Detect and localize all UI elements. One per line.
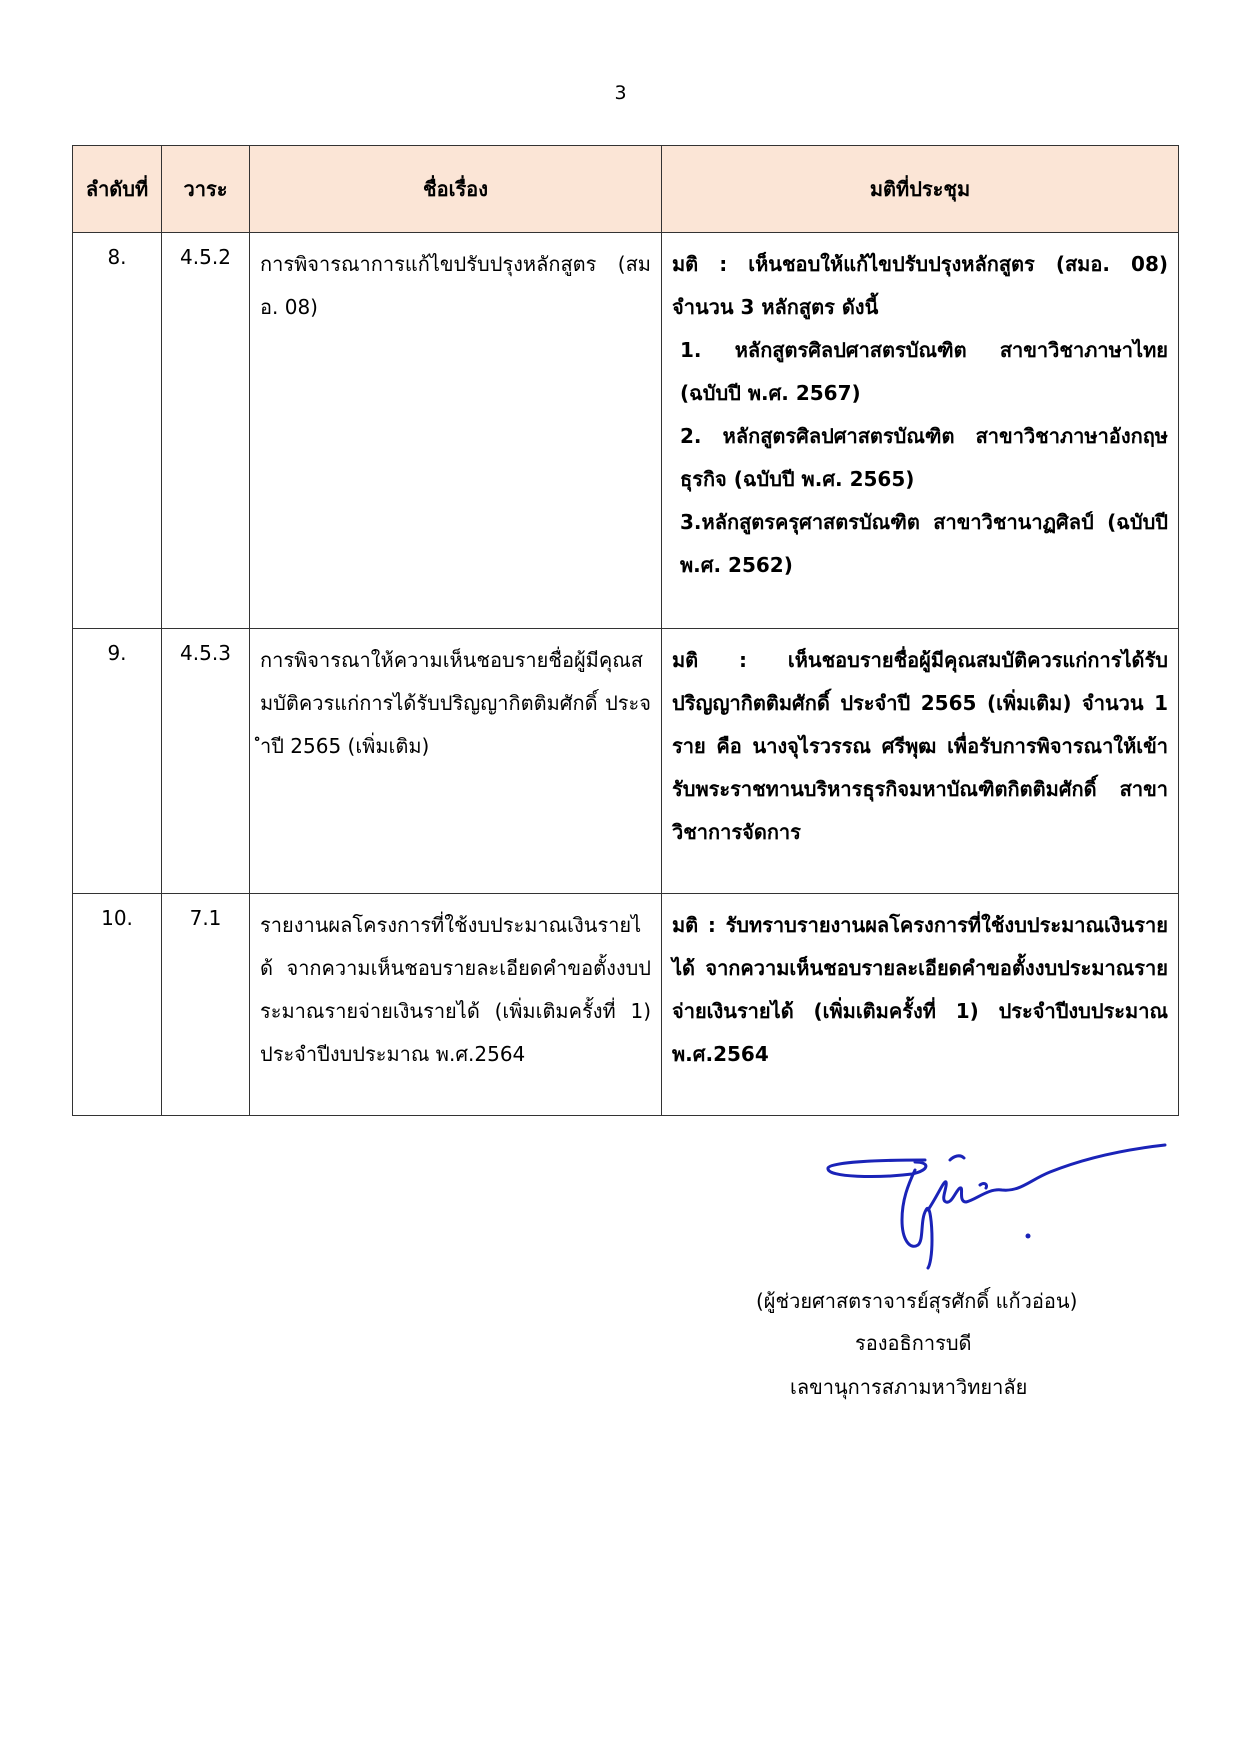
row-no: 9. [73,629,162,894]
row-title: การพิจารณาให้ความเห็นชอบรายชื่อผู้มีคุณสมบัติควรแก่การได้รับปริญญากิตติมศักดิ์ ประจำปี 2565 (เพิ่มเติม) [250,629,662,894]
table-row [73,233,1179,629]
row-resolution [662,629,1179,894]
minutes-table [72,145,1179,1116]
row-resolution [662,894,1179,1116]
resolution-item: 3.หลักสูตรครุศาสตรบัณฑิต สาขาวิชานาฏศิลป์ (ฉบับปี พ.ศ. 2562) [680,510,1168,577]
resolution-item: 1. หลักสูตรศิลปศาสตรบัณฑิต สาขาวิชาภาษาไทย (ฉบับปี พ.ศ. 2567) [680,338,1168,405]
header-title: ชื่อเรื่อง [250,146,662,233]
page-number: 3 [614,82,627,104]
row-resolution [662,233,1179,629]
row-no: 10. [73,894,162,1116]
row-title: การพิจารณาการแก้ไขปรับปรุงหลักสูตร (สมอ. 08) [250,233,662,629]
signer-position: รองอธิการบดี [855,1331,972,1355]
header-resolution: มติที่ประชุม [662,146,1179,233]
resolution-intro: มติ : รับทราบรายงานผลโครงการที่ใช้งบประมาณเงินรายได้ จากความเห็นชอบรายละเอียดคำขอตั้งงบประมาณรายจ่ายเงินรายได้ (เพิ่มเติมครั้งที่ 1) ประจำปีงบประมาณ พ.ศ.2564 [672,913,1168,1066]
table-header-row [73,146,1179,233]
signer-secretary-title: เลขานุการสภามหาวิทยาลัย [790,1375,1028,1399]
handwritten-signature [820,1140,1180,1270]
row-agenda: 4.5.3 [162,629,250,894]
table-row [73,629,1179,894]
row-title: รายงานผลโครงการที่ใช้งบประมาณเงินรายได้ จากความเห็นชอบรายละเอียดคำขอตั้งงบประมาณรายจ่ายเงินรายได้ (เพิ่มเติมครั้งที่ 1) ประจำปีงบประมาณ พ.ศ.2564 [250,894,662,1116]
row-no: 8. [73,233,162,629]
resolution-item: 2. หลักสูตรศิลปศาสตรบัณฑิต สาขาวิชาภาษาอังกฤษธุรกิจ (ฉบับปี พ.ศ. 2565) [680,424,1168,491]
row-agenda: 7.1 [162,894,250,1116]
table-row [73,894,1179,1116]
resolution-intro: มติ : เห็นชอบรายชื่อผู้มีคุณสมบัติควรแก่การได้รับปริญญากิตติมศักดิ์ ประจำปี 2565 (เพิ่มเติม) จำนวน 1 ราย คือ นางจุไรวรรณ ศรีพุฒ เพื่อรับการพิจารณาให้เข้ารับพระราชทานบริหารธุรกิจมหาบัณฑิตกิตติมศักดิ์ สาขาวิชาการจัดการ [672,648,1168,844]
resolution-intro: มติ : เห็นชอบให้แก้ไขปรับปรุงหลักสูตร (สมอ. 08) จำนวน 3 หลักสูตร ดังนี้ [672,252,1168,319]
row-agenda: 4.5.2 [162,233,250,629]
header-agenda: วาระ [162,146,250,233]
header-no: ลำดับที่ [73,146,162,233]
signer-name: (ผู้ช่วยศาสตราจารย์สุรศักดิ์ แก้วอ่อน) [756,1289,1078,1313]
